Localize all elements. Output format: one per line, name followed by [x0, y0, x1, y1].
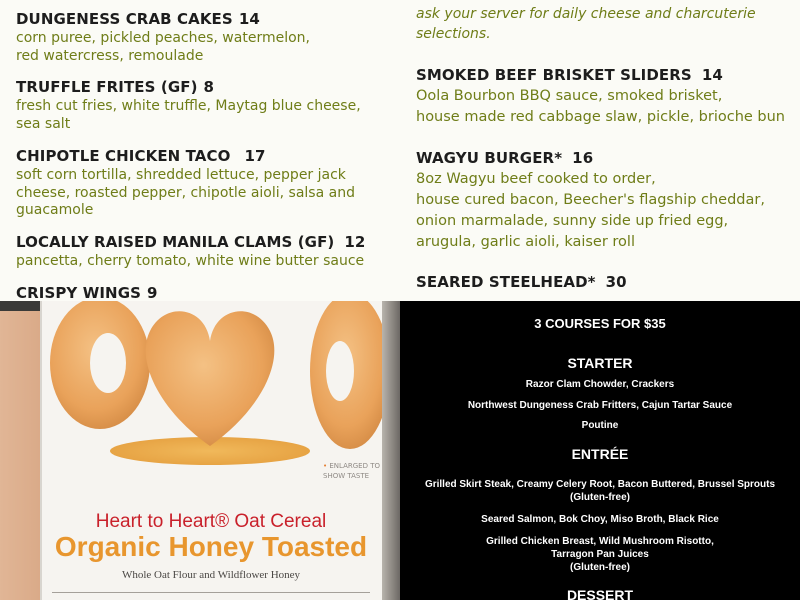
menu-item: [16, 233, 365, 271]
item-name: SMOKED BEEF BRISKET SLIDERS 14: [416, 66, 723, 84]
menu-item: [16, 10, 310, 65]
product-name: Organic Honey Toasted: [54, 531, 368, 562]
starter-item: Northwest Dungeness Crab Fritters, Cajun Tartar Sauce: [467, 400, 733, 411]
item-description: 8oz Wagyu beef cooked to order, house cured bacon, Beecher's flagship cheddar, onion marmalade, sunny side up fried egg, arugula, garlic aioli, kaiser roll: [416, 171, 765, 250]
item-name: LOCALLY RAISED MANILA CLAMS (GF) 12: [16, 233, 366, 251]
cereal-piece-left: [50, 301, 150, 429]
starter-item: Razor Clam Chowder, Crackers: [525, 379, 675, 390]
dessert-heading: DESSERT: [566, 587, 634, 600]
prix-fixe-menu: [400, 301, 800, 600]
menu-item: [16, 284, 158, 301]
item-name: CHIPOTLE CHICKEN TACO 17: [16, 147, 266, 165]
entree-item: Grilled Chicken Breast, Wild Mushroom Risotto, Tarragon Pan Juices (Gluten-free): [486, 536, 714, 573]
item-description: pancetta, cherry tomato, white wine butter sauce: [16, 253, 365, 269]
item-price: 9: [147, 284, 158, 301]
item-price: 8: [203, 78, 215, 96]
item-price: 17: [244, 147, 266, 165]
menu-item: [416, 273, 627, 291]
prix-fixe-title: 3 COURSES FOR $35: [534, 316, 666, 331]
item-price: 14: [701, 66, 723, 84]
cereal-piece-right: [310, 301, 382, 449]
item-price: 30: [605, 273, 627, 291]
box-bottom-divider: [52, 592, 370, 600]
menu-item: [16, 78, 361, 133]
starter-item: Poutine: [581, 420, 619, 431]
entree-item: Seared Salmon, Bok Choy, Miso Broth, Black Rice: [481, 514, 719, 525]
item-name: TRUFFLE FRITES (GF) 8: [16, 78, 215, 96]
item-price: 12: [344, 233, 366, 251]
brand-name: Heart to Heart® Oat Cereal: [95, 511, 327, 532]
entree-heading: ENTRÉE: [571, 446, 629, 462]
item-price: 14: [238, 10, 260, 28]
ingredients-line: Whole Oat Flour and Wildflower Honey: [121, 569, 301, 581]
item-description: soft corn tortilla, shredded lettuce, pepper jack cheese, roasted pepper, chipotle aioli, salsa and guacamole: [16, 167, 355, 218]
menu-photo-left: [0, 0, 400, 301]
menu-item: [416, 149, 765, 253]
item-name: SEARED STEELHEAD* 30: [416, 273, 627, 291]
cereal-box-photo: [0, 301, 400, 600]
menu-item: [416, 66, 785, 128]
starter-heading: STARTER: [567, 355, 633, 371]
item-price: 16: [572, 149, 594, 167]
item-description: fresh cut fries, white truffle, Maytag blue cheese, sea salt: [16, 98, 361, 132]
item-name: CRISPY WINGS 9: [16, 284, 158, 301]
item-description: corn puree, pickled peaches, watermelon, red watercress, remoulade: [16, 30, 310, 64]
entree-item: Grilled Skirt Steak, Creamy Celery Root, Bacon Buttered, Brussel Sprouts (Gluten-free): [424, 479, 776, 503]
daily-selection-note: ask your server for daily cheese and charcuterie selections.: [416, 6, 756, 42]
box-side-edge: [382, 301, 400, 600]
item-description: Oola Bourbon BBQ sauce, smoked brisket, house made red cabbage slaw, pickle, brioche bun: [416, 88, 785, 125]
bullet-dot-icon: •: [323, 462, 328, 470]
item-name: WAGYU BURGER* 16: [416, 149, 594, 167]
menu-photo-right: [400, 0, 800, 301]
enlarged-to-show-taste-note: • ENLARGED TO SHOW TASTE: [323, 462, 380, 480]
item-name: DUNGENESS CRAB CAKES 14: [16, 10, 260, 28]
menu-item: [16, 147, 355, 220]
